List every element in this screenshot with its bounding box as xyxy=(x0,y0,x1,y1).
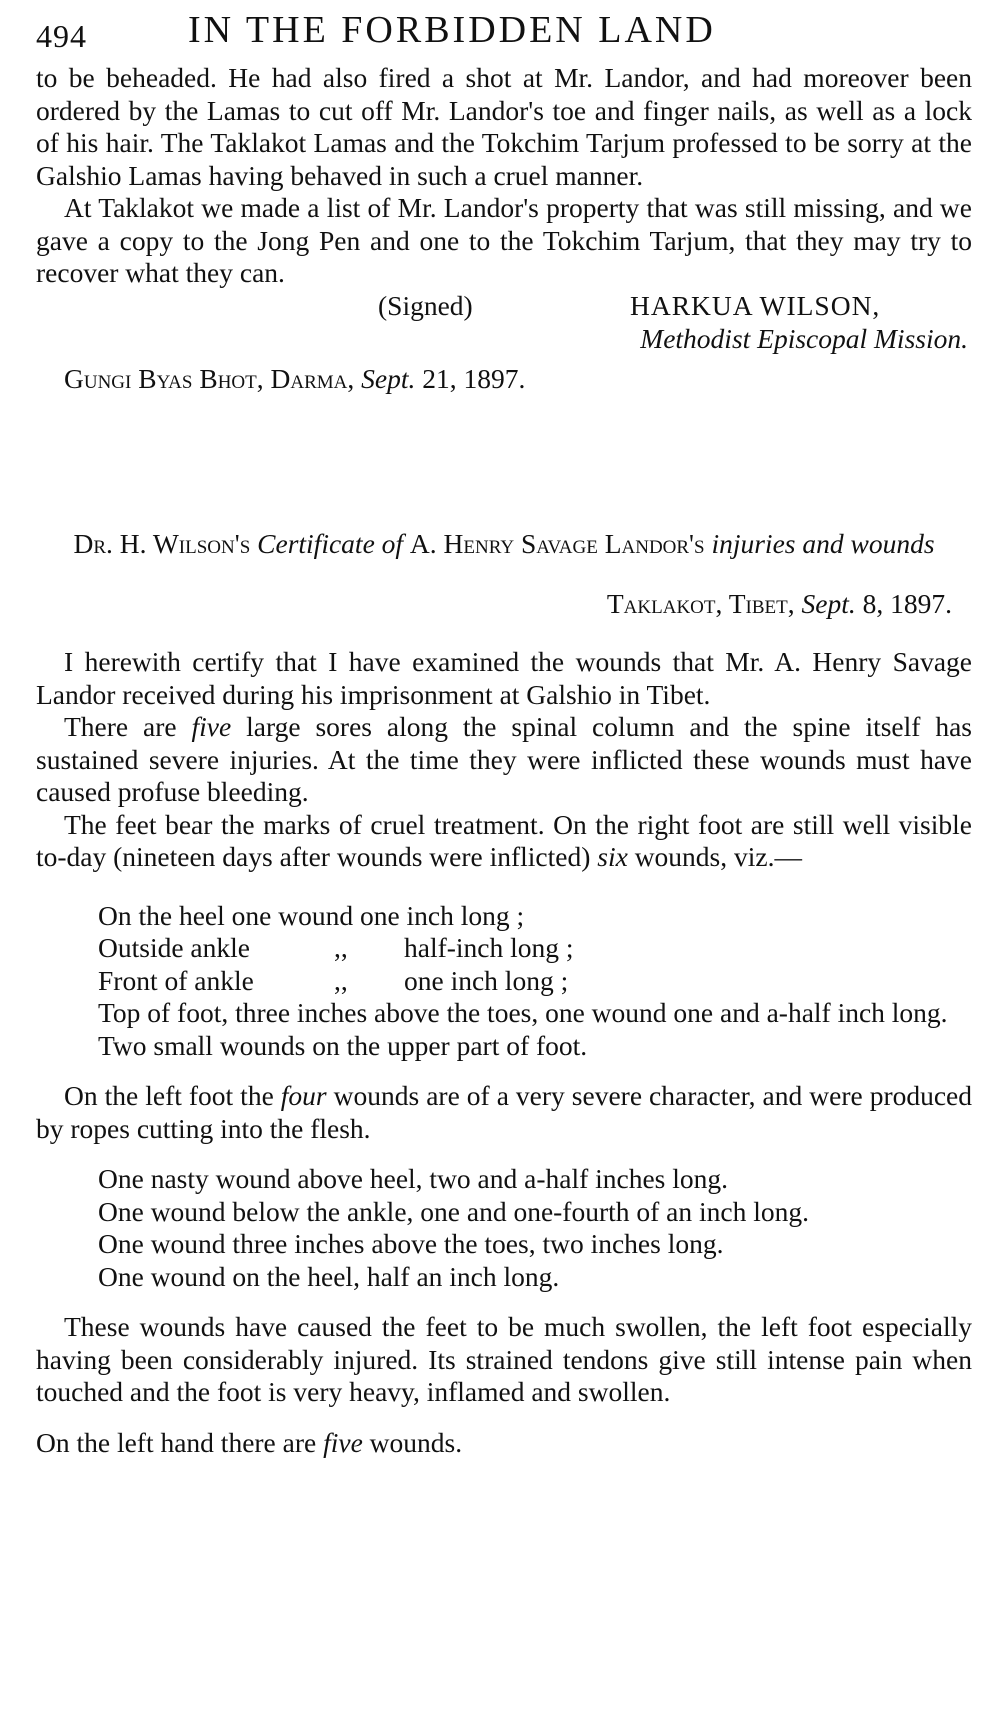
feet-text-b: wounds, viz.— xyxy=(634,841,802,872)
letter-paragraph-2: At Taklakot we made a list of Mr. Landor's property that was still missing, and we gave a copy to the Jong Pen and one to the Tokchim Tarjum, that they may try to recover what they can. xyxy=(36,192,972,288)
left-foot-wound-list xyxy=(36,1163,972,1293)
hand-count: five xyxy=(323,1426,363,1458)
certificate-left-foot-paragraph xyxy=(36,1080,972,1145)
signed-label: (Signed) xyxy=(378,289,473,321)
signature-line xyxy=(36,290,972,323)
feet-count: six xyxy=(597,841,628,872)
certificate-place-date xyxy=(36,588,972,621)
left-count: four xyxy=(280,1080,327,1111)
list-item xyxy=(98,932,972,965)
left-text-a: On the left foot the xyxy=(64,1080,274,1111)
certificate-section xyxy=(36,528,972,1460)
wound-location: Front of ankle xyxy=(98,964,254,996)
list-item: Two small wounds on the upper part of foot. xyxy=(98,1029,588,1061)
signer-name: HARKUA WILSON, xyxy=(630,289,881,321)
left-text-b: wounds are of a very severe character, and were produced by ropes cutting into the flesh. xyxy=(36,1080,973,1144)
list-item: Top of foot, three inches above the toes, one wound one and a-half inch long. xyxy=(98,997,948,1028)
wound-location: Outside ankle xyxy=(98,932,250,963)
running-title: IN THE FORBIDDEN LAND xyxy=(188,9,716,51)
letter-section xyxy=(36,62,972,396)
hand-text-a: On the left hand there are xyxy=(36,1426,317,1458)
certificate-location: Taklakot, Tibet, xyxy=(606,587,795,619)
list-item: On the heel one wound one inch long ; xyxy=(98,899,525,931)
certificate-title-certificate: Certificate of xyxy=(257,527,404,559)
feet-text-a: The feet bear the marks of cruel treatment. On the right foot are still well visible to-day (nineteen days after wounds were inflicted) xyxy=(36,808,972,872)
letter-date-rest: 21, 1897. xyxy=(422,363,526,394)
certificate-intro: I herewith certify that I have examined the wounds that Mr. A. Henry Savage Landor received during his imprisonment at Galshio in Tibet. xyxy=(36,646,972,710)
page-header xyxy=(36,0,972,62)
spine-count: five xyxy=(191,711,232,742)
certificate-title-doctor: Dr. H. Wilson's xyxy=(73,527,251,559)
ditto-mark: ,, xyxy=(334,932,348,963)
certificate-hand-paragraph xyxy=(36,1427,972,1460)
right-foot-wound-list xyxy=(36,900,972,1063)
book-page xyxy=(36,0,972,1459)
list-item xyxy=(98,965,972,998)
wound-size: one inch long ; xyxy=(404,964,569,996)
spine-text-b: large sores along the spinal column and the spine itself has sustained severe injuries. At the time they were inflicted these wounds must have caused profuse bleeding. xyxy=(36,711,973,807)
letter-place-date xyxy=(36,363,972,396)
certificate-swollen-paragraph: These wounds have caused the feet to be much swollen, the left foot especially having been considerably injured. Its strained tendons give still intense pain when touched and the foot is very heavy, inflamed and swollen. xyxy=(36,1311,972,1407)
certificate-title xyxy=(36,528,972,560)
certificate-spine-paragraph xyxy=(36,711,972,809)
hand-text-b: wounds. xyxy=(369,1426,463,1458)
certificate-title-patient: A. Henry Savage Landor's xyxy=(409,527,705,559)
page-number: 494 xyxy=(36,18,87,54)
list-item: One wound on the heel, half an inch long. xyxy=(98,1260,560,1292)
letter-place: Gungi Byas Bhot, Darma, xyxy=(64,363,355,394)
list-item: One wound three inches above the toes, two inches long. xyxy=(98,1228,724,1259)
certificate-title-injuries: injuries and wounds xyxy=(711,527,935,559)
ditto-mark: ,, xyxy=(334,964,348,996)
signer-mission: Methodist Episcopal Mission. xyxy=(640,322,968,354)
spine-text-a: There are xyxy=(64,711,177,742)
certificate-date-month: Sept. xyxy=(801,587,856,619)
letter-paragraph-1: to be beheaded. He had also fired a shot at Mr. Landor, and had moreover been ordered by the Lamas to cut off Mr. Landor's toe and finger nails, as well as a lock of his hair. The Taklakot Lamas and the Tokchim Tarjum professed to be sorry at the Galshio Lamas having behaved in such a cruel manner. xyxy=(36,62,972,191)
certificate-feet-paragraph xyxy=(36,809,972,874)
letter-date-month: Sept. xyxy=(361,363,416,394)
list-item: One nasty wound above heel, two and a-half inches long. xyxy=(98,1163,729,1194)
certificate-date-rest: 8, 1897. xyxy=(862,587,952,619)
wound-size: half-inch long ; xyxy=(404,932,574,963)
list-item: One wound below the ankle, one and one-fourth of an inch long. xyxy=(98,1195,809,1227)
